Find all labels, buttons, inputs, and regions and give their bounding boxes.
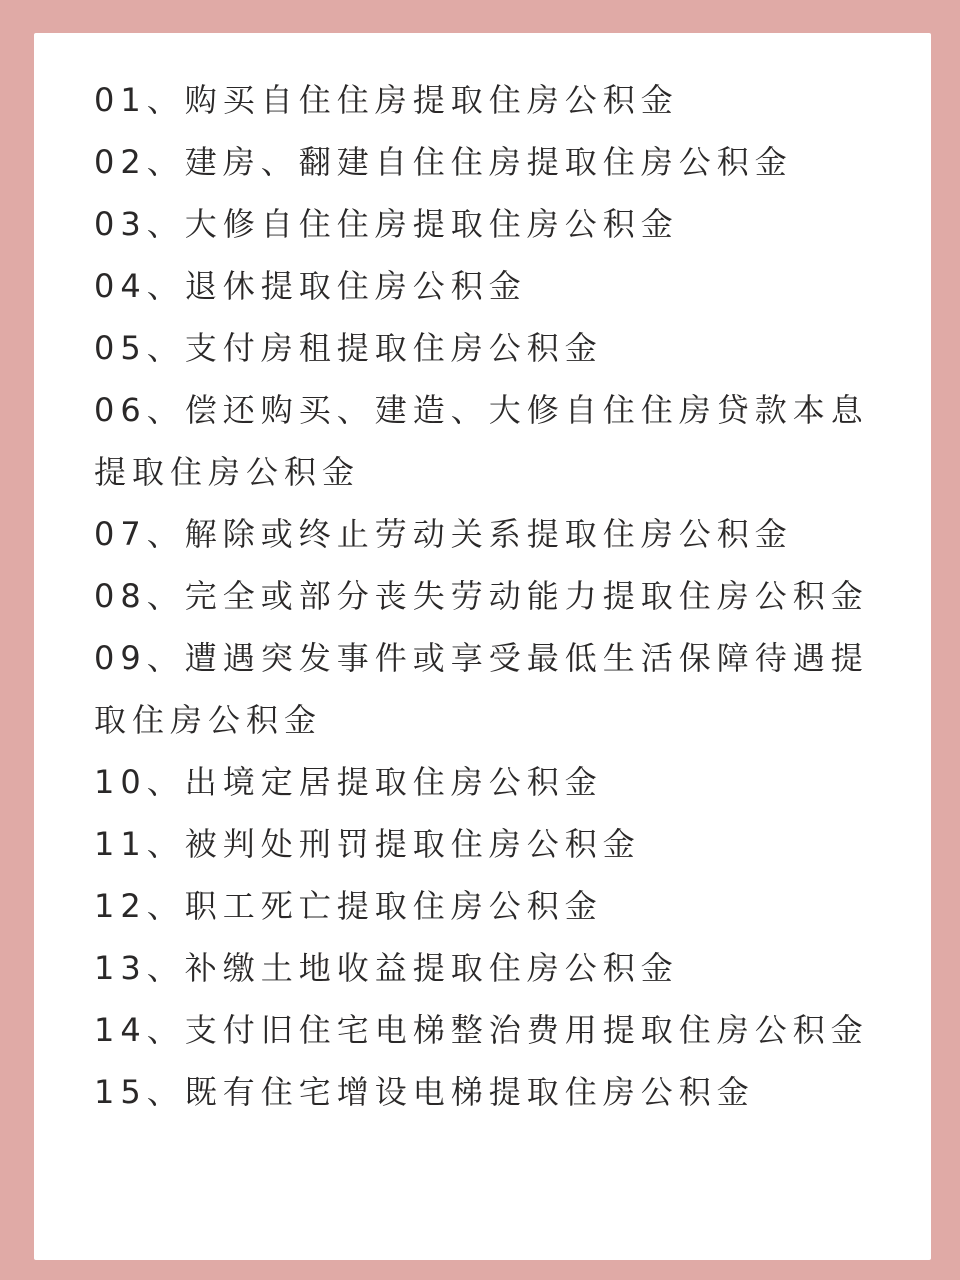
content-card [34, 33, 931, 1260]
withdrawal-conditions-list [94, 69, 894, 1123]
list-item: 06、偿还购买、建造、大修自住住房贷款本息提取住房公积金 [94, 391, 869, 491]
list-item: 12、职工死亡提取住房公积金 [94, 887, 603, 925]
list-item: 01、购买自住住房提取住房公积金 [94, 81, 679, 119]
list-item: 02、建房、翻建自住住房提取住房公积金 [94, 143, 793, 181]
list-item: 11、被判处刑罚提取住房公积金 [94, 825, 641, 863]
list-item: 09、遭遇突发事件或享受最低生活保障待遇提取住房公积金 [94, 639, 869, 739]
list-item: 15、既有住宅增设电梯提取住房公积金 [94, 1073, 755, 1111]
list-item: 04、退休提取住房公积金 [94, 267, 527, 305]
list-item: 08、完全或部分丧失劳动能力提取住房公积金 [94, 577, 869, 615]
list-item: 03、大修自住住房提取住房公积金 [94, 205, 679, 243]
list-item: 07、解除或终止劳动关系提取住房公积金 [94, 515, 793, 553]
list-item: 10、出境定居提取住房公积金 [94, 763, 603, 801]
list-item: 13、补缴土地收益提取住房公积金 [94, 949, 679, 987]
list-item: 05、支付房租提取住房公积金 [94, 329, 603, 367]
list-item: 14、支付旧住宅电梯整治费用提取住房公积金 [94, 1011, 869, 1049]
